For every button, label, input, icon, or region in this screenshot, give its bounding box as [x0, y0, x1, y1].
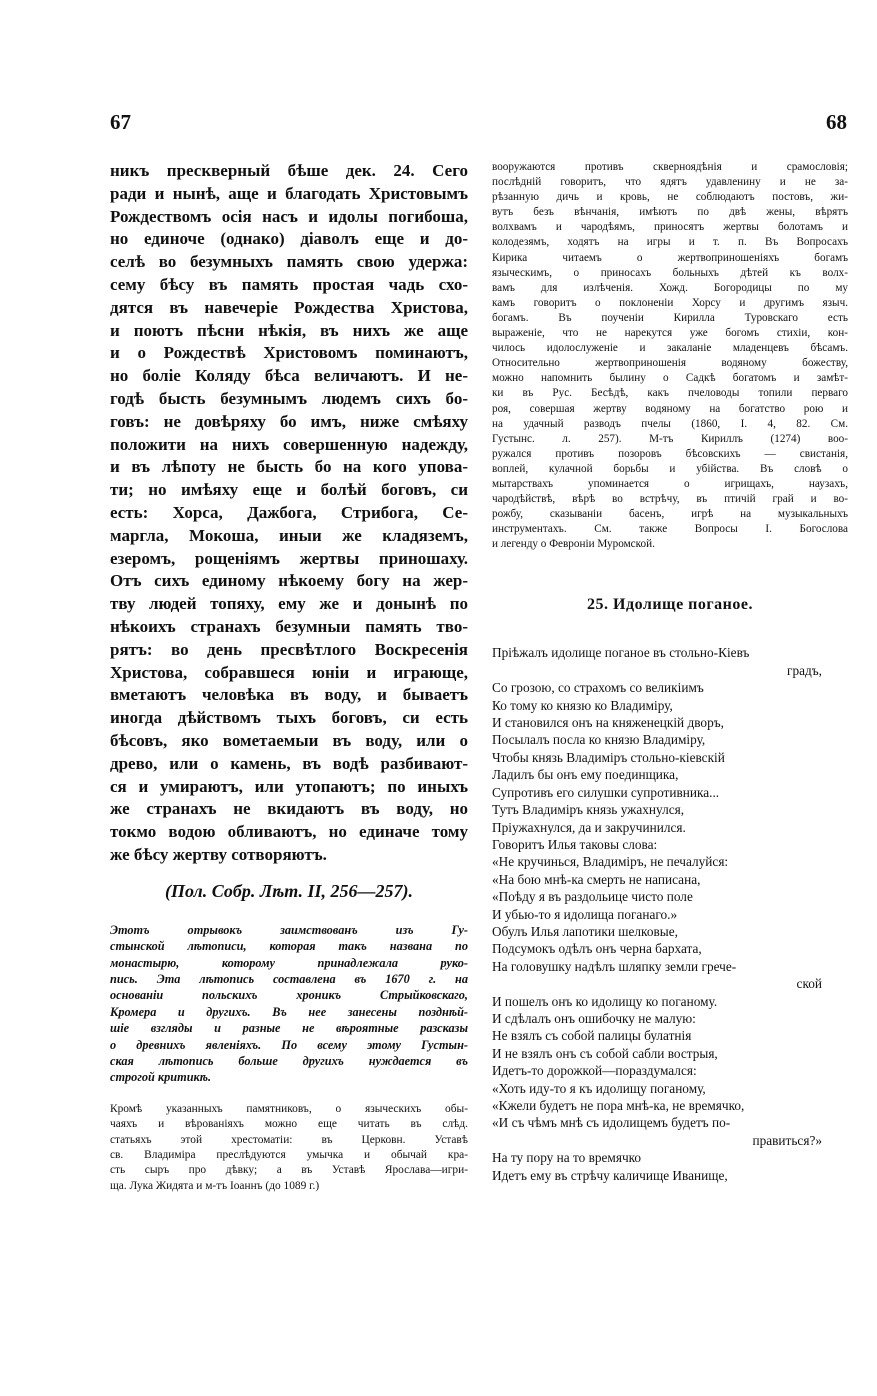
main-text: [110, 160, 468, 867]
footnote-line: Относительно жертвоприношенія водяному божеству,: [492, 357, 848, 370]
text-line: бѣсовъ, яко вометаемыи въ воду, или о: [110, 730, 468, 750]
footnote-line: чародѣйствѣ, вѣрѣ во встрѣчу, въ птичій грай и во-: [492, 493, 848, 506]
footnote-line: вутъ безъ вѣнчанія, имѣютъ по двѣ жены, вѣрятъ: [492, 206, 848, 219]
note-line: стынской лѣтописи, которая такъ названа по: [110, 939, 468, 954]
verse-line: Супротивъ его силушки супротивника...: [492, 784, 720, 800]
text-line: есть: Хорса, Дажбога, Стрибога, Се-: [110, 502, 468, 522]
verse-line-continuation: градъ,: [787, 662, 822, 678]
note-line: монастырю, которому принадлежала руко-: [110, 955, 468, 970]
verse-line: Подсумокъ одѣлъ онъ черна бархата,: [492, 941, 702, 957]
verse-line: Обулъ Илья лапотики шелковые,: [492, 923, 678, 939]
text-line: сему бѣсу въ память простая чадь схо-: [110, 274, 468, 294]
text-line: тву людей топяху, ему же и донынѣ по: [110, 594, 468, 614]
verse-line: Пріужахнулся, да и закручинился.: [492, 819, 686, 835]
verse-line: Чтобы князь Владиміръ стольно-кіевскій: [492, 749, 725, 765]
text-line: древо, или о камень, въ водѣ разбивают-: [110, 753, 468, 773]
verse-line: Идетъ ему въ стрѣчу каличище Иванище,: [492, 1167, 728, 1183]
footnote-line: и легенду о Февроніи Муромской.: [492, 538, 655, 551]
footnote-line: языческимъ, о приносахъ больныхъ дѣтей къ волх-: [492, 266, 848, 279]
verse-line: Ко тому ко князю ко Владиміру,: [492, 697, 673, 713]
footnote-line: Кромѣ указанныхъ памятниковъ, о языческихъ обы-: [110, 1102, 468, 1115]
verse-line: Идетъ-то дорожкой—пораздумался:: [492, 1063, 697, 1079]
note-line: ская лѣтопись больше другихъ нуждается въ: [110, 1053, 468, 1068]
footnote-line: ща. Лука Жидята и м-тъ Іоаннъ (до 1089 г.): [110, 1179, 320, 1192]
text-line: иногда дѣйствомъ тыхъ боговъ, си есть: [110, 708, 468, 728]
text-line: но боліе Коляду бѣса величаютъ. И не-: [110, 366, 468, 386]
text-line: годѣ бысть безумнымъ людемъ сихъ бо-: [110, 388, 468, 408]
footnote-line: Кирика читаемъ о жертвоприношеніяхъ богамъ: [492, 251, 848, 264]
text-line: и о Рождествѣ Христовомъ поминаютъ,: [110, 343, 468, 363]
text-line: говъ: не довѣряху бо имъ, ниже смѣяху: [110, 411, 468, 431]
verse-line: На головушку надѣлъ шляпку земли грече-: [492, 958, 737, 974]
footnote-line: чаяхъ и вѣрованіяхъ можно еще читать въ слѣд.: [110, 1118, 468, 1131]
text-line: положити на нихъ совершенную надежду,: [110, 434, 468, 454]
text-line: ся и умираютъ, или утопаютъ; по иныхъ: [110, 776, 468, 796]
text-line: Рождествомъ осія насъ и идолы погибоша,: [110, 206, 468, 226]
left-column: [110, 160, 468, 1194]
footnote-line: чилось идолослуженіе и закаланіе младенцевъ бѣсамъ.: [492, 342, 848, 355]
text-line: токмо водою обливаютъ, но единаче тому: [110, 822, 468, 842]
text-line: и въ лѣпоту не бысть бо на кого упова-: [110, 457, 468, 477]
verse-line-continuation: ской: [796, 976, 822, 992]
verse-line: Не взялъ съ собой палицы булатнія: [492, 1028, 692, 1044]
footnote-line: св. Владиміра преслѣдуются умычка и обычай кра-: [110, 1148, 468, 1161]
footnote-line: Густынс. л. 257). М-тъ Кириллъ (1274) воо-: [492, 432, 848, 445]
verse-line: Пріѣжалъ идолище поганое въ стольно-Кіевъ: [492, 645, 750, 661]
note-line: о древнихъ явленіяхъ. По всему этому Густын-: [110, 1037, 468, 1052]
footnote-line: инструментахъ. См. также Вопросы I. Богослова: [492, 523, 848, 536]
verse-line: «Поѣду я въ раздольице чисто поле: [492, 889, 693, 905]
text-line: Христова, собравшеся юніи и играюще,: [110, 662, 468, 682]
footnote-right: [492, 160, 848, 552]
text-line: вметаютъ человѣка въ воду, и бываетъ: [110, 685, 468, 705]
verse-line: И убью-то я идолища поганаго.»: [492, 906, 678, 922]
text-line: никъ прескверный бѣше дек. 24. Сего: [110, 161, 468, 180]
verse-line: И сдѣлалъ онъ ошибочку не малую:: [492, 1010, 696, 1026]
footnote-line: камъ говоритъ о поклоненіи Хорсу и другимъ языч.: [492, 296, 848, 309]
footnote-line: послѣдній говоритъ, что ядятъ удавленину и не за-: [492, 176, 848, 189]
footnote-line: мытарствахъ упоминается о игрищахъ, наузахъ,: [492, 477, 848, 490]
footnote-line: волхвамъ и чародѣямъ, приносятъ жертвы болотамъ и: [492, 221, 848, 234]
verse-line: И становился онъ на княженецкій дворъ,: [492, 715, 724, 731]
verse-line: Со грозою, со страхомъ со великіимъ: [492, 680, 704, 696]
text-line: ти; но имѣяху еще и болѣй боговъ, си: [110, 480, 468, 500]
note-line: пись. Эта лѣтопись составлена въ 1670 г. на: [110, 971, 468, 986]
verse-line: И не взялъ онъ съ собой сабли вострыя,: [492, 1045, 718, 1061]
verse-line: На ту пору на то времячко: [492, 1150, 642, 1166]
footnote-line: богамъ. Въ поученіи Кирилла Туровскаго есть: [492, 311, 848, 324]
verse-line-continuation: правиться?»: [752, 1132, 822, 1148]
verse-line: «Кжели будетъ не пора мнѣ-ка, не времячко,: [492, 1098, 745, 1113]
verse-line: Говоритъ Илья таковы слова:: [492, 836, 658, 852]
footnote-line: колодезямъ, ходятъ на игры и т. п. Въ Вопросахъ: [492, 236, 848, 249]
text-line: Отъ сихъ единому нѣкоему богу на жер-: [110, 571, 468, 591]
text-line: езеромъ, рощеніямъ жертвы приношаху.: [110, 548, 468, 568]
text-line: но единоче (однако) діаволъ еще и до-: [110, 229, 468, 249]
footnote-line: можно напомнить былину о Садкѣ богатомъ и замѣт-: [492, 372, 848, 385]
editor-note: [110, 922, 468, 1086]
text-line: нѣкоихъ странахъ безумныи память тво-: [110, 616, 468, 636]
footnote-line: сть сыръ про дѣвку; а въ Уставѣ Ярослава—игри-: [110, 1164, 468, 1177]
footnote-line: выраженіе, что не нарекутся уже богомъ стихіи, кон-: [492, 327, 848, 340]
page-number-left: 67: [110, 110, 131, 134]
verse-line: «Не кручинься, Владиміръ, не печалуйся:: [492, 854, 729, 870]
verse-line: Тутъ Владиміръ князь ужахнулся,: [492, 802, 685, 818]
verse-line: «И съ чѣмъ мнѣ съ идолищемъ будетъ по-: [492, 1115, 731, 1131]
right-column: [492, 160, 848, 1184]
verse-line: «Хоть иду-то я къ идолищу поганому,: [492, 1080, 706, 1096]
footnote-line: роя, совершая жертву водяному на богатство рою и: [492, 402, 848, 415]
footnote-left: [110, 1102, 468, 1194]
note-line: основаніи польскихъ хроникъ Стрыйковскаго,: [110, 988, 468, 1003]
verse-line: Ладилъ бы онъ ему поединщика,: [492, 767, 679, 783]
text-line: рятъ: во день пресвѣтлого Воскресенія: [110, 639, 468, 659]
footnote-line: рѣзанную дичь и кровь, не соблюдаютъ постовъ, жи-: [492, 191, 848, 204]
section-heading: 25. Идолище поганое.: [587, 596, 753, 614]
footnote-line: статьяхъ этой хрестоматіи: въ Церковн. Уставѣ: [110, 1133, 468, 1146]
text-line: маргла, Мокоша, иныи же кладяземъ,: [110, 525, 468, 545]
note-line: Этотъ отрывокъ заимствованъ изъ Гу-: [110, 922, 468, 937]
footnote-line: на удачный разводъ пчелы (1860, I. 4, 82. См.: [492, 417, 848, 430]
page-number-right: 68: [826, 110, 847, 134]
note-line: строгой критикѣ.: [110, 1070, 212, 1085]
note-line: Кромера и другихъ. Въ нее занесены позднѣй-: [110, 1004, 468, 1019]
footnote-line: вооружаются противъ скверноядѣнія и срамословія;: [492, 161, 848, 173]
footnote-line: рожбу, сказываніи басенъ, игрѣ на музыкальныхъ: [492, 508, 848, 521]
citation: (Пол. Собр. Лѣт. II, 256—257).: [165, 880, 413, 901]
footnote-line: ружался противъ позоровъ бѣсовскихъ — свистанія,: [492, 447, 848, 460]
footnote-line: воплей, кулачной борьбы и убійства. Въ словѣ о: [492, 462, 848, 475]
text-line: же бѣсу жертву сотворяютъ.: [110, 844, 327, 864]
verse-line: И пошелъ онъ ко идолищу ко поганому.: [492, 993, 718, 1009]
verse-line: Посылалъ посла ко князю Владиміру,: [492, 732, 706, 748]
text-line: же странахъ не вкидаютъ въ воду, но: [110, 799, 468, 819]
note-line: шіе взгляды и разные не вѣроятные разсказы: [110, 1021, 468, 1036]
text-line: селѣ во безумныхъ память свою удержа:: [110, 252, 468, 272]
poem: [492, 644, 848, 1184]
footnote-line: ки въ Рус. Бесѣдѣ, какъ пчеловоды топили перваго: [492, 387, 848, 400]
text-line: и поютъ пѣсни нѣкія, въ нихъ же аще: [110, 320, 468, 340]
text-line: ради и нынѣ, аще и благодать Христовымъ: [110, 183, 468, 203]
text-line: дятся въ навечеріе Рождества Христова,: [110, 297, 468, 317]
verse-line: «На бою мнѣ-ка смерть не написана,: [492, 871, 701, 887]
footnote-line: вамъ для излѣченія. Хожд. Богородицы по му: [492, 281, 848, 294]
